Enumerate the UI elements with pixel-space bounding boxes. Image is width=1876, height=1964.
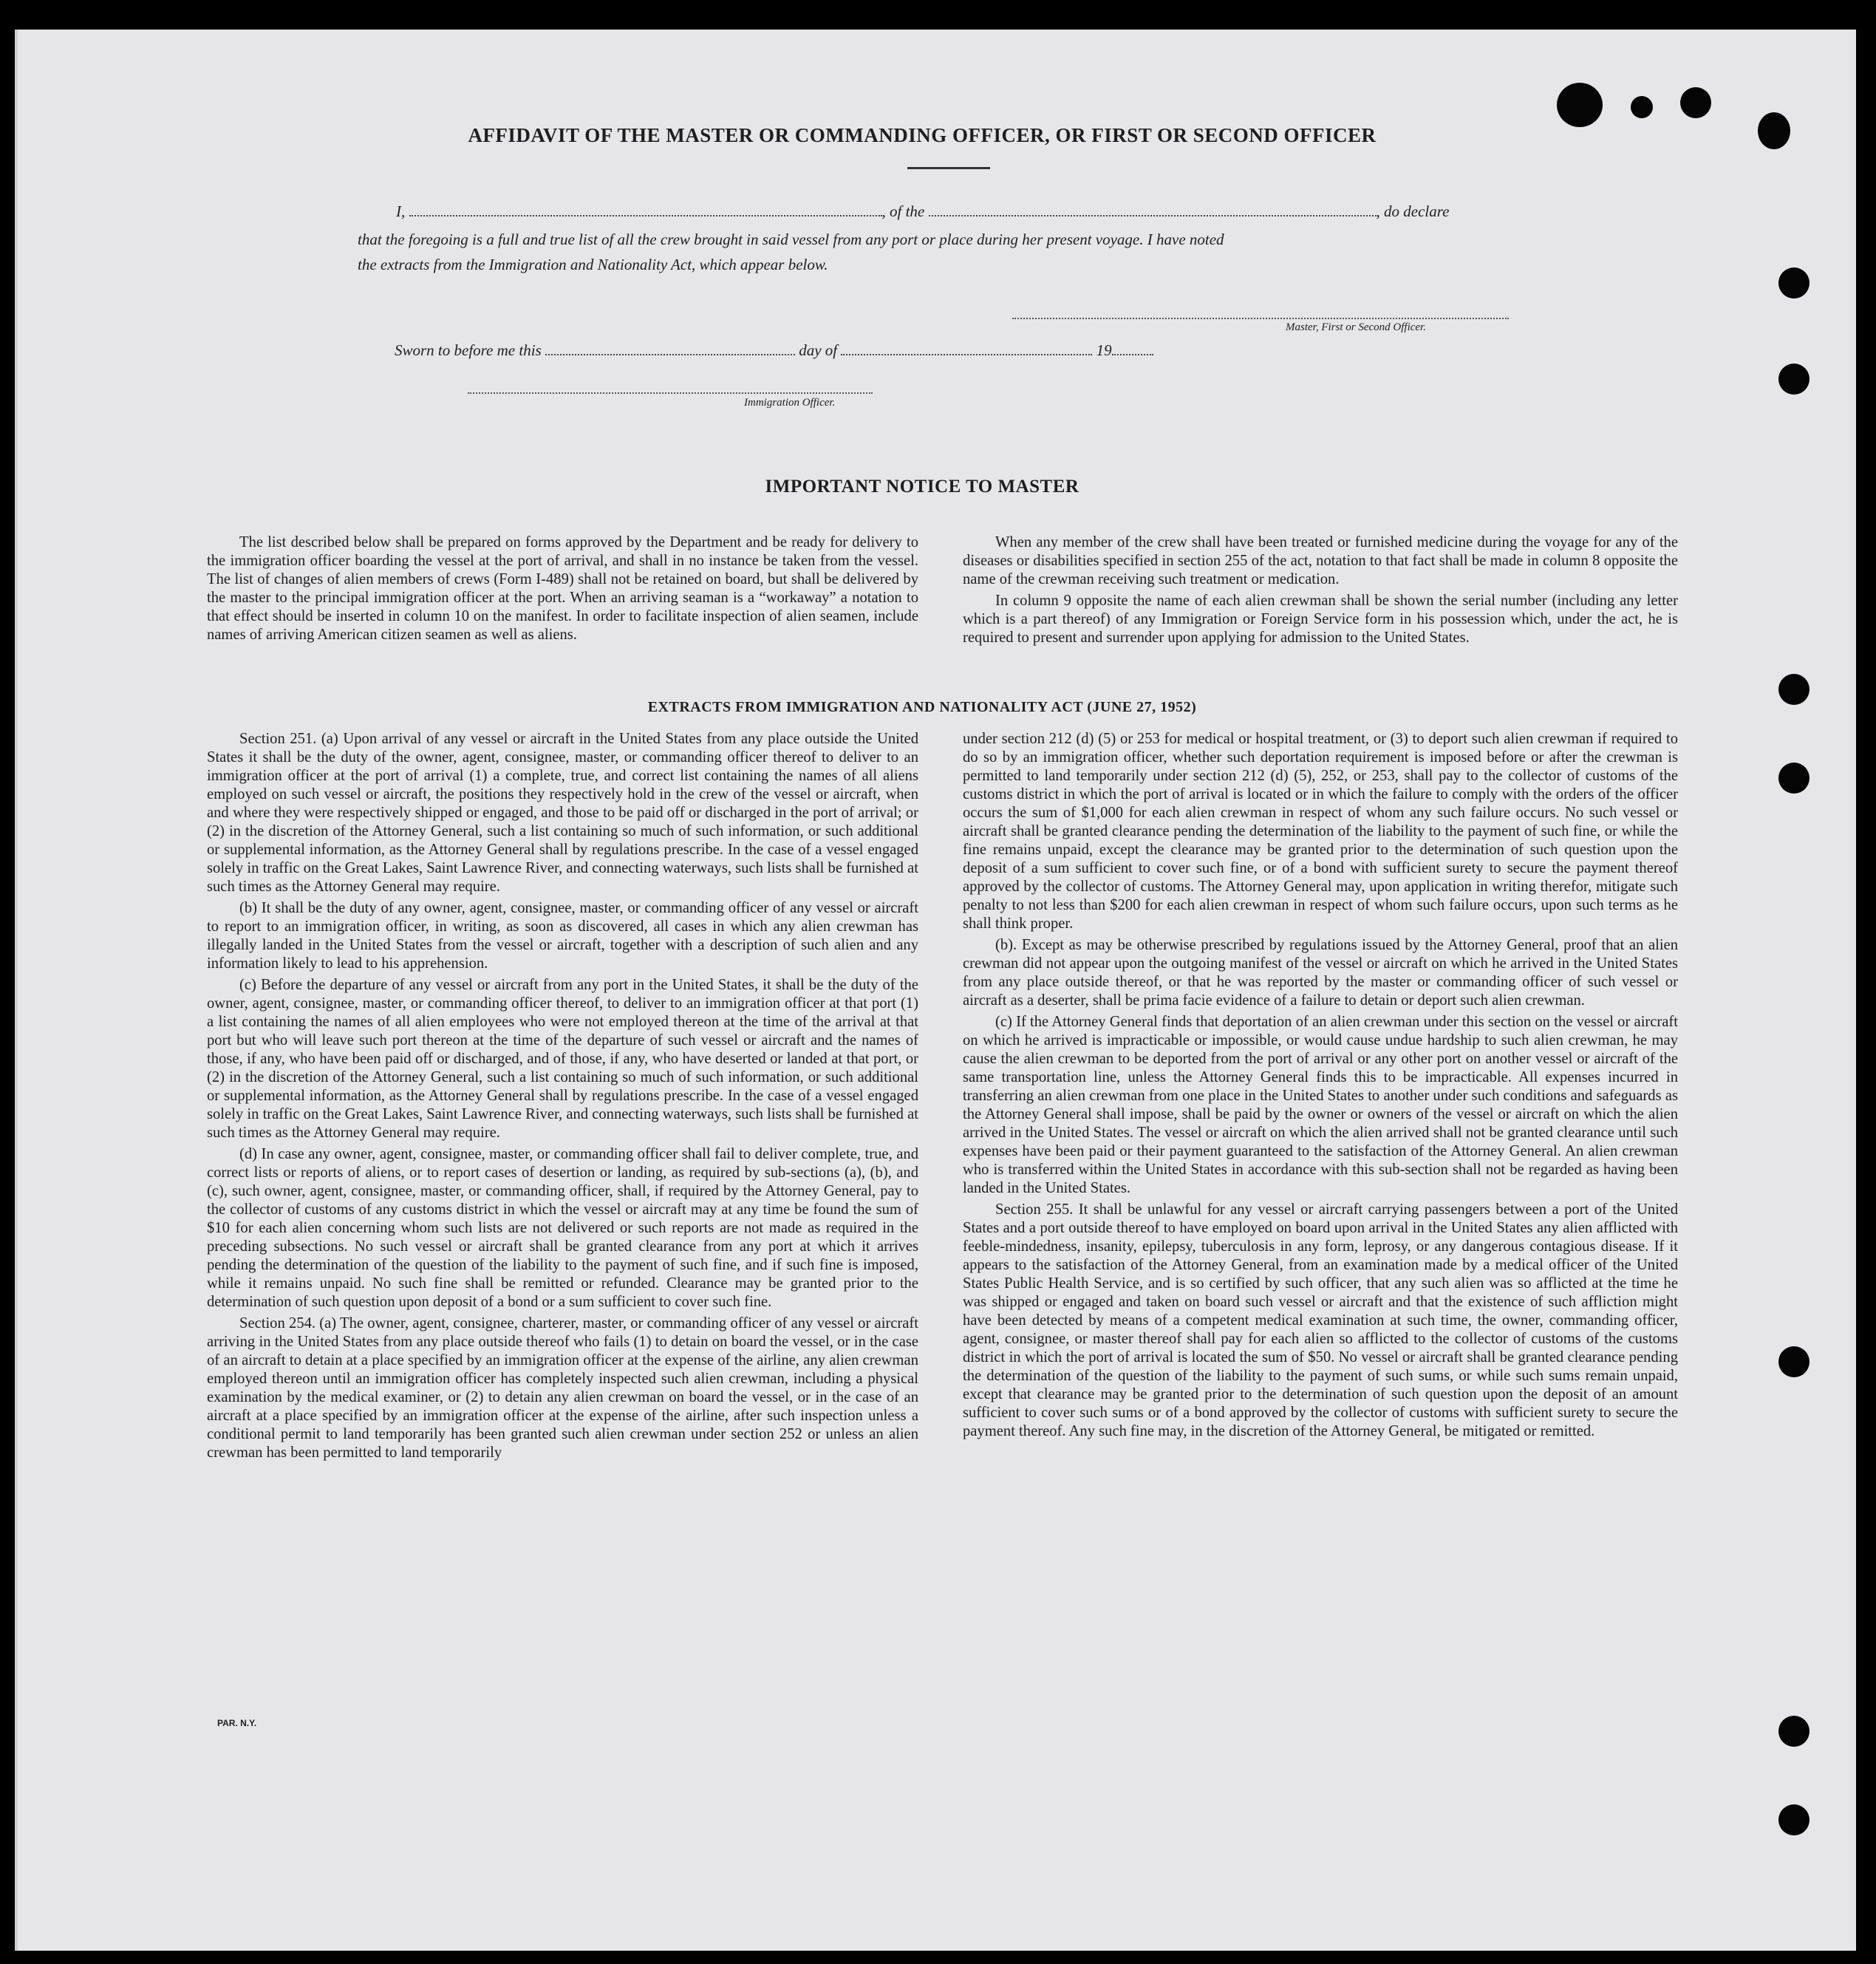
punch-hole [1778,763,1810,794]
punch-hole [1778,267,1810,299]
declaration-line-1: that the foregoing is a full and true list of all the crew brought in said vessel from any port or place during her present voyage. I have noted [358,231,1224,248]
notice-right-paragraph-1: When any member of the crew shall have been treated or furnished medicine during the voyage for any of the diseases or disabilities specified in section 255 of the act, notation to that fact shall be made in column 8 opposite the name of the crewman receiving such treatment or medication. [963,534,1678,587]
punch-hole [1778,364,1810,395]
officer-signature-line[interactable] [468,392,873,394]
notice-title: IMPORTANT NOTICE TO MASTER [765,477,1079,497]
sworn-day-field[interactable] [545,344,795,355]
sworn-label: Sworn to before me this [395,341,542,359]
extracts-right-column [963,730,1678,1441]
notice-left-paragraph: The list described below shall be prepared on forms approved by the Department and be ready for delivery to the immigration officer boarding the vessel at the port of arrival, and shall in no instance be taken from the vessel. The list of changes of alien members of crews (Form I-489) shall not be retained on board, but shall be delivered by the master to the principal immigration officer at the port. When an arriving seaman is a “workaway” a notation to that effect should be inserted in column 10 on the manifest. In order to facilitate inspection of alien seamen, include names of arriving American citizen seamen as well as aliens. [207,534,918,643]
year-prefix-label: 19 [1096,341,1112,359]
name-field[interactable] [409,205,882,216]
declaration-line-2: the extracts from the Immigration and Nationality Act, which appear below. [358,256,828,273]
section-254a-paragraph: Section 254. (a) The owner, agent, consignee, charterer, master, or commanding officer of any vessel or aircraft arriving in the United States from any place outside thereof who fails (1) to detain on board the vessel, or in the case of an aircraft to detain at a place specified by an immigration officer at the expense of the airline, any alien crewman employed thereon until an immigration officer has completely inspected such alien crewman, including a physical examination by the medical examiner, or (2) to detain any alien crewman on board the vessel, or in the case of an aircraft at a place specified by an immigration officer at the expense of the airline, after such inspection unless a conditional permit to land temporarily has been granted such alien crewman under section 252 or unless an alien crewman has been permitted to land temporarily [207,1315,918,1461]
section-251b-paragraph: (b) It shall be the duty of any owner, agent, consignee, master, or commanding officer of any vessel or aircraft to report to an immigration officer, in writing, as soon as discovered, all cases in which any alien crewman has illegally landed in the United States from the vessel or aircraft, together with a description of such alien and any information likely to lead to his apprehension. [207,900,918,972]
faint-stamp [952,377,964,399]
section-251a-paragraph: Section 251. (a) Upon arrival of any vessel or aircraft in the United States from any place outside the United States it shall be the duty of the owner, agent, consignee, master, or commanding officer thereof to deliver to an immigration officer at the port of arrival (1) a complete, true, and correct list containing the names of all aliens employed on such vessel or aircraft, the positions they respectively hold in the crew of the vessel or aircraft, when and where they were respectively shipped or engaged, and those to be paid off or discharged in the port of arrival; or (2) in the discretion of the Attorney General, such a list containing so much of such information, or such additional or supplemental information, as the Attorney General shall by regulations prescribe. In the case of a vessel engaged solely in traffic on the Great Lakes, Saint Lawrence River, and connecting waterways, such lists shall be furnished at such times as the Attorney General may require. [207,731,918,895]
section-251d-paragraph: (d) In case any owner, agent, consignee, master, or commanding officer shall fail to deliver complete, true, and correct lists or reports of aliens, or to report cases of desertion or landing, as required by sub-sections (a), (b), and (c), such owner, agent, consignee, master, or commanding officer, shall, if required by the Attorney General, pay to the collector of customs of any customs district in which the vessel or aircraft may at any time be found the sum of $10 for each alien concerning whom such lists are not delivered or such reports are not made as required in the preceding subsections. No such vessel or aircraft shall be granted clearance from any port at which it arrives pending the determination of the question of the liability to the payment of such fine, and if such fine is imposed, while it remains unpaid. No such fine shall be remitted or refunded. Clearance may be granted prior to the determination of such question upon deposit of a bond or a sum sufficient to cover such fine. [207,1146,918,1310]
section-254a-continued-paragraph: under section 212 (d) (5) or 253 for medical or hospital treatment, or (3) to deport such alien crewman if required to do so by an immigration officer, whether such deportation requirement is imposed before or after the crewman is permitted to land temporarily under section 212 (d) (5), 252, or 253, shall pay to the collector of customs of the customs district in which the port of arrival is located or in which the failure to comply with the orders of the officer occurs the sum of $1,000 for each alien crewman in respect of whom any such failure occurs. No such vessel or aircraft shall be granted clearance pending the determination of the liability to the payment of such fine, or while the fine remains unpaid, except the clearance may be granted prior to the determination of such question upon the deposit of a sum sufficient to cover such fine, or of a bond with sufficient surety to secure the payment thereof approved by the collector of customs. The Attorney General may, upon application in writing therefor, mitigate such penalty to not less than $200 for each alien crewman in respect of whom such failure occurs, upon such terms as he shall think proper. [963,731,1678,932]
extracts-left-column [207,730,918,1462]
section-254c-paragraph: (c) If the Attorney General finds that deportation of an alien crewman under this section on the vessel or aircraft on which he arrived is impracticable or impossible, or would cause undue hardship to such alien crewman, he may cause the alien crewman to be deported from the port of arrival or any other port on another vessel or aircraft of the same transportation line, unless the Attorney General finds this to be impracticable. All expenses incurred in transferring an alien crewman from one place in the United States to another under such conditions and safeguards as the Attorney General shall impose, shall be paid by the owner or owners of the vessel or aircraft on which the alien arrived in the United States. The vessel or aircraft on which the alien arrived shall not be granted clearance until such expenses have been paid or their payment guaranteed to the satisfaction of the Attorney General. An alien crewman who is transferred within the United States in accordance with this sub-section shall not be regarded as having been landed in the United States. [963,1014,1678,1196]
declaration-blanks-line [396,202,1449,221]
title-underline [907,167,990,169]
extracts-title: EXTRACTS FROM IMMIGRATION AND NATIONALITY ACT (JUNE 27, 1952) [647,699,1197,715]
printer-mark: PAR. N.Y. [217,1718,257,1728]
punch-hole [1778,1716,1810,1747]
section-254b-paragraph: (b). Except as may be otherwise prescribed by regulations issued by the Attorney General, proof that an alien crewman did not appear upon the outgoing manifest of the vessel or aircraft on which he arrived in the United States from any place outside thereof, or that he was reported by the master or commanding officer of such vessel or aircraft as a deserter, shall be prima facie evidence of a failure to detain or deport such alien crewman. [963,937,1678,1009]
sworn-line [395,341,1153,360]
section-255-paragraph: Section 255. It shall be unlawful for any vessel or aircraft carrying passengers between a port of the United States and a port outside thereof to have employed on board upon arrival in the United States any alien afflicted with feeble-mindedness, insanity, epilepsy, tuberculosis in any form, leprosy, or any dangerous contagious disease. If it appears to the satisfaction of the Attorney General, from an examination made by a medical officer of the United States Public Health Service, and is so certified by such officer, that any such alien was so afflicted at the time he was shipped or engaged and taken on board such vessel or aircraft and that the existence of such affliction might have been detected by means of a competent medical examination at such time, the owner, commanding officer, agent, consignee, or master thereof shall pay for each alien so afflicted to the collector of customs of the customs district in which the port of arrival is located the sum of $50. No vessel or aircraft shall be granted clearance pending the determination of the question of the liability to the payment of such sums, or while such sums remain unpaid, except that clearance may be granted prior to the determination of such question upon the deposit of an amount sufficient to cover such sums or of a bond approved by the collector of customs with sufficient surety to secure the payment thereof. Any such fine may, in the discretion of the Attorney General, be mitigated or remitted. [963,1201,1678,1439]
i-label: I, [396,202,406,220]
sworn-month-field[interactable] [841,344,1092,355]
punch-hole [1631,96,1653,118]
sworn-year-field[interactable] [1112,344,1153,355]
vessel-field[interactable] [929,205,1377,216]
punch-hole [1778,1346,1810,1377]
master-signature-caption: Master, First or Second Officer. [1286,321,1426,333]
punch-hole [1680,87,1711,118]
do-declare-label: , do declare [1376,202,1450,220]
officer-signature-caption: Immigration Officer. [744,397,836,409]
master-signature-line[interactable] [1012,318,1509,319]
notice-left-column [207,533,918,644]
section-251c-paragraph: (c) Before the departure of any vessel or aircraft from any port in the United States, it shall be the duty of the owner, agent, consignee, master, or commanding officer thereof, to deliver to an immigration officer at that port (1) a list containing the names of all alien employees who were not employed thereon at the time of the arrival at that port but who will leave such port thereon at the time of the departure of such vessel or aircraft and the names of those, if any, who have been paid off or discharged, and of those, if any, who have deserted or landed at that port, or (2) in the discretion of the Attorney General, such a list containing so much of such information, or such additional or supplemental information, as the Attorney General shall by regulations prescribe. In the case of a vessel engaged solely in traffic on the Great Lakes, Saint Lawrence River, and connecting waterways, such lists shall be furnished at such times as the Attorney General may require. [207,977,918,1141]
affidavit-title: AFFIDAVIT OF THE MASTER OR COMMANDING OFFICER, OR FIRST OR SECOND OFFICER [468,124,1377,146]
day-of-label: day of [799,341,838,359]
punch-hole [1557,83,1603,127]
notice-right-paragraph-2: In column 9 opposite the name of each alien crewman shall be shown the serial number (including any letter which is a part thereof) of any Immigration or Foreign Service form in his possession which, under the act, he is required to present and surrender upon applying for admission to the United States. [963,593,1678,646]
punch-hole [1778,1804,1810,1835]
notice-right-column [963,533,1678,647]
document-page [15,30,1856,1951]
of-the-label: , of the [881,202,925,220]
